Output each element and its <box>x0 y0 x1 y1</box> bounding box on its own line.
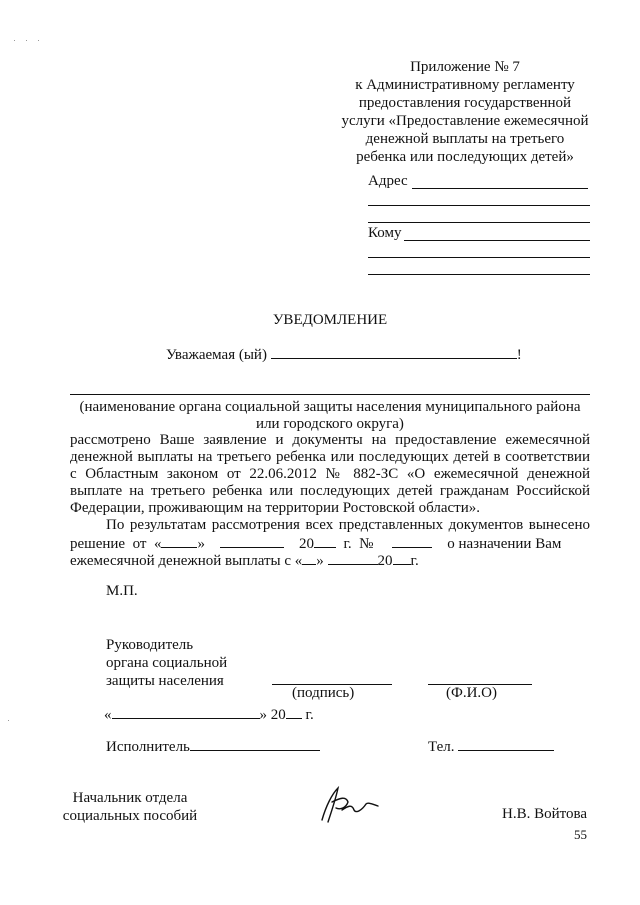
salutation-text: Уважаемая (ый) <box>166 347 267 363</box>
notice-title: УВЕДОМЛЕНИЕ <box>272 312 388 328</box>
quote-open: « <box>104 707 112 723</box>
handwritten-signature <box>312 780 384 828</box>
department-head-name: Н.В. Войтова <box>502 806 588 822</box>
quote-open: « <box>153 536 162 552</box>
scan-speck <box>14 40 15 41</box>
recipient-name-blank[interactable] <box>271 346 517 359</box>
date-line <box>104 706 314 723</box>
appendix-line: к Административному регламенту <box>355 77 575 93</box>
address-line[interactable] <box>368 205 590 206</box>
org-caption-line: (наименование органа социальной защиты населения муниципального района <box>79 399 581 415</box>
decision-intro: По результатам рассмотрения всех представленных документов вынесено <box>106 517 590 533</box>
recipient-line[interactable] <box>368 274 590 275</box>
appendix-header <box>330 58 600 166</box>
phone-label: Тел. <box>428 739 455 755</box>
page-number: 55 <box>574 827 587 842</box>
date-year-prefix: 20 <box>270 707 286 723</box>
quote-close: » <box>197 536 205 552</box>
phone <box>428 738 554 755</box>
payment-year-blank[interactable] <box>393 552 411 565</box>
executor <box>106 738 320 755</box>
decision-year-prefix: 20 <box>298 536 314 552</box>
org-caption <box>70 399 590 433</box>
head-title-line: органа социальной <box>106 655 228 671</box>
org-caption-line: или городского округа) <box>256 416 404 432</box>
body-line: с Областным законом от 22.06.2012 № 882-ЗС «О ежемесячной денежной <box>70 466 590 482</box>
quote-close: » <box>259 707 267 723</box>
phone-blank[interactable] <box>458 738 554 751</box>
appendix-line: услуги «Предоставление ежемесячной <box>341 113 589 129</box>
address-line[interactable] <box>412 188 588 189</box>
name-caption: (Ф.И.О) <box>446 685 498 701</box>
head-title-line: Руководитель <box>106 637 194 653</box>
address-label: Адрес <box>368 173 408 189</box>
recipient-line[interactable] <box>404 240 590 241</box>
payment-year-suffix: г. <box>410 553 419 569</box>
decision-month-blank[interactable] <box>220 535 284 548</box>
department-head-line: Начальник отдела <box>72 790 188 806</box>
decision-year-suffix: г. <box>343 536 352 552</box>
address-line[interactable] <box>368 222 590 223</box>
body-line: выплате на третьего ребенка или последующих детей гражданам Российской <box>70 483 590 499</box>
scan-speck <box>38 40 39 41</box>
org-name-line[interactable] <box>70 394 590 395</box>
decision-line <box>70 535 561 552</box>
salutation <box>166 346 522 363</box>
department-head-line: социальных пособий <box>62 808 198 824</box>
decision-year-blank[interactable] <box>314 535 336 548</box>
quote-close: » <box>316 553 324 569</box>
head-title <box>106 636 227 690</box>
body-line: рассмотрено Ваше заявление и документы на предоставление ежемесячной <box>70 432 590 448</box>
appendix-line: денежной выплаты на третьего <box>365 131 565 147</box>
date-year-suffix: г. <box>305 707 314 723</box>
payment-day-blank[interactable] <box>302 552 316 565</box>
body-line-last: Федерации, проживающим на территории Ростовской области». <box>70 500 480 516</box>
head-title-line: защиты населения <box>106 673 224 689</box>
signature-stroke <box>322 788 378 822</box>
payment-year-prefix: 20 <box>377 553 393 569</box>
payment-line <box>70 552 419 569</box>
number-sign: № <box>359 536 374 552</box>
executor-blank[interactable] <box>190 738 320 751</box>
decision-about: о назначении Вам <box>447 536 562 552</box>
decision-from: от <box>132 536 147 552</box>
decision-word: решение <box>70 536 126 552</box>
date-day-month-blank[interactable] <box>112 706 260 719</box>
executor-label: Исполнитель <box>106 739 190 755</box>
payment-month-blank[interactable] <box>328 552 378 565</box>
date-year-blank[interactable] <box>286 706 302 719</box>
body-line: денежной выплаты на третьего ребенка или последующих детей в соответствии <box>70 449 590 465</box>
recipient-line[interactable] <box>368 257 590 258</box>
scan-speck <box>8 720 9 721</box>
signature-caption: (подпись) <box>292 685 355 701</box>
salutation-end: ! <box>516 347 522 363</box>
appendix-line: ребенка или последующих детей» <box>356 149 574 165</box>
decision-number-blank[interactable] <box>392 535 432 548</box>
stamp-label: М.П. <box>106 583 138 599</box>
department-head-title <box>60 789 200 825</box>
to-label: Кому <box>368 225 402 241</box>
payment-text: ежемесячной денежной выплаты с « <box>70 553 303 569</box>
scan-speck <box>26 40 27 41</box>
appendix-line: Приложение № 7 <box>410 59 520 75</box>
appendix-line: предоставления государственной <box>358 95 572 111</box>
decision-day-blank[interactable] <box>161 535 197 548</box>
